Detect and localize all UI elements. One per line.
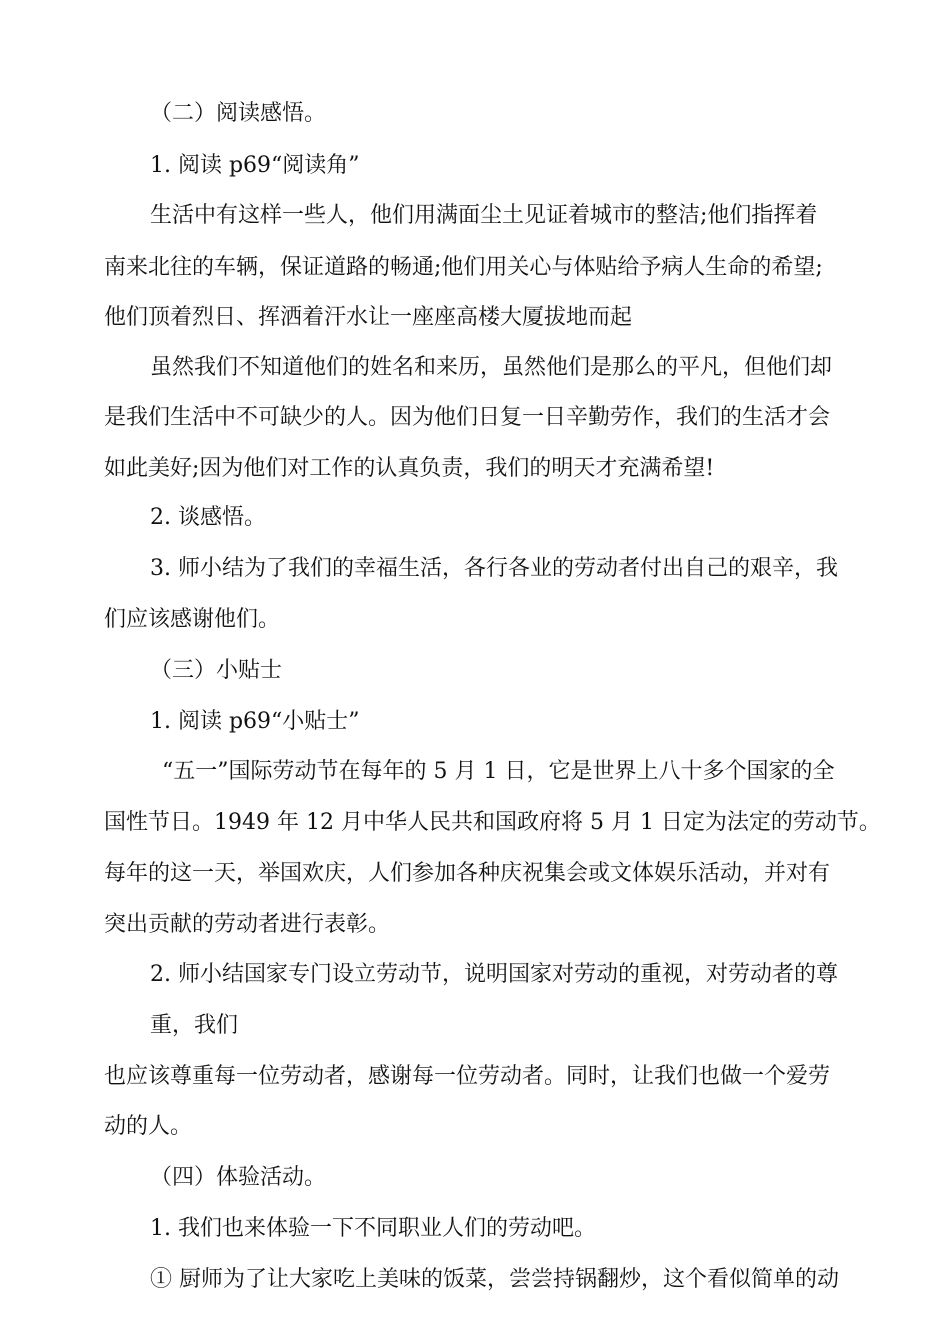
paragraph-line: 也应该尊重每一位劳动者，感谢每一位劳动者。同时，让我们也做一个爱劳 bbox=[104, 1064, 831, 1089]
list-item-discuss: 2. 谈感悟。 bbox=[150, 505, 266, 530]
list-item-experience: 1. 我们也来体验一下不同职业人们的劳动吧。 bbox=[150, 1216, 596, 1241]
paragraph-line: 重，我们 bbox=[150, 1013, 239, 1038]
paragraph-line: 突出贡献的劳动者进行表彰。 bbox=[104, 912, 391, 937]
list-item-read-tips: 1. 阅读 p69“小贴士” bbox=[150, 709, 360, 734]
list-item-read-corner: 1. 阅读 p69“阅读角” bbox=[150, 153, 360, 178]
list-item-summary: 2. 师小结国家专门设立劳动节，说明国家对劳动的重视，对劳动者的尊 bbox=[150, 962, 838, 987]
list-item-summary: 3. 师小结为了我们的幸福生活，各行各业的劳动者付出自己的艰辛，我 bbox=[150, 556, 838, 581]
list-item-chef: ① 厨师为了让大家吃上美味的饭菜，尝尝持锅翻炒，这个看似简单的动 bbox=[150, 1267, 839, 1292]
paragraph-line: 如此美好;因为他们对工作的认真负责，我们的明天才充满希望! bbox=[104, 456, 715, 481]
paragraph-line: 们应该感谢他们。 bbox=[104, 607, 281, 632]
paragraph-line: 南来北往的车辆，保证道路的畅通;他们用关心与体贴给予病人生命的希望; bbox=[104, 255, 823, 280]
section-heading-tips: （三）小贴士 bbox=[150, 658, 283, 683]
paragraph-line: 国性节日。1949 年 12 月中华人民共和国政府将 5 月 1 日定为法定的劳动节。 bbox=[104, 810, 881, 835]
paragraph-line: “五一”国际劳动节在每年的 5 月 1 日，它是世界上八十多个国家的全 bbox=[162, 759, 835, 784]
paragraph-line: 是我们生活中不可缺少的人。因为他们日复一日辛勤劳作，我们的生活才会 bbox=[104, 405, 831, 430]
section-heading-reading-insight: （二）阅读感悟。 bbox=[150, 101, 327, 126]
section-heading-experience: （四）体验活动。 bbox=[150, 1165, 327, 1190]
paragraph-line: 生活中有这样一些人，他们用满面尘土见证着城市的整洁;他们指挥着 bbox=[150, 203, 818, 228]
paragraph-line: 虽然我们不知道他们的姓名和来历，虽然他们是那么的平凡，但他们却 bbox=[150, 355, 833, 380]
paragraph-line: 他们顶着烈日、挥洒着汗水让一座座高楼大厦拔地而起 bbox=[104, 305, 633, 330]
paragraph-line: 每年的这一天，举国欢庆，人们参加各种庆祝集会或文体娱乐活动，并对有 bbox=[104, 861, 831, 886]
paragraph-line: 动的人。 bbox=[104, 1114, 193, 1139]
